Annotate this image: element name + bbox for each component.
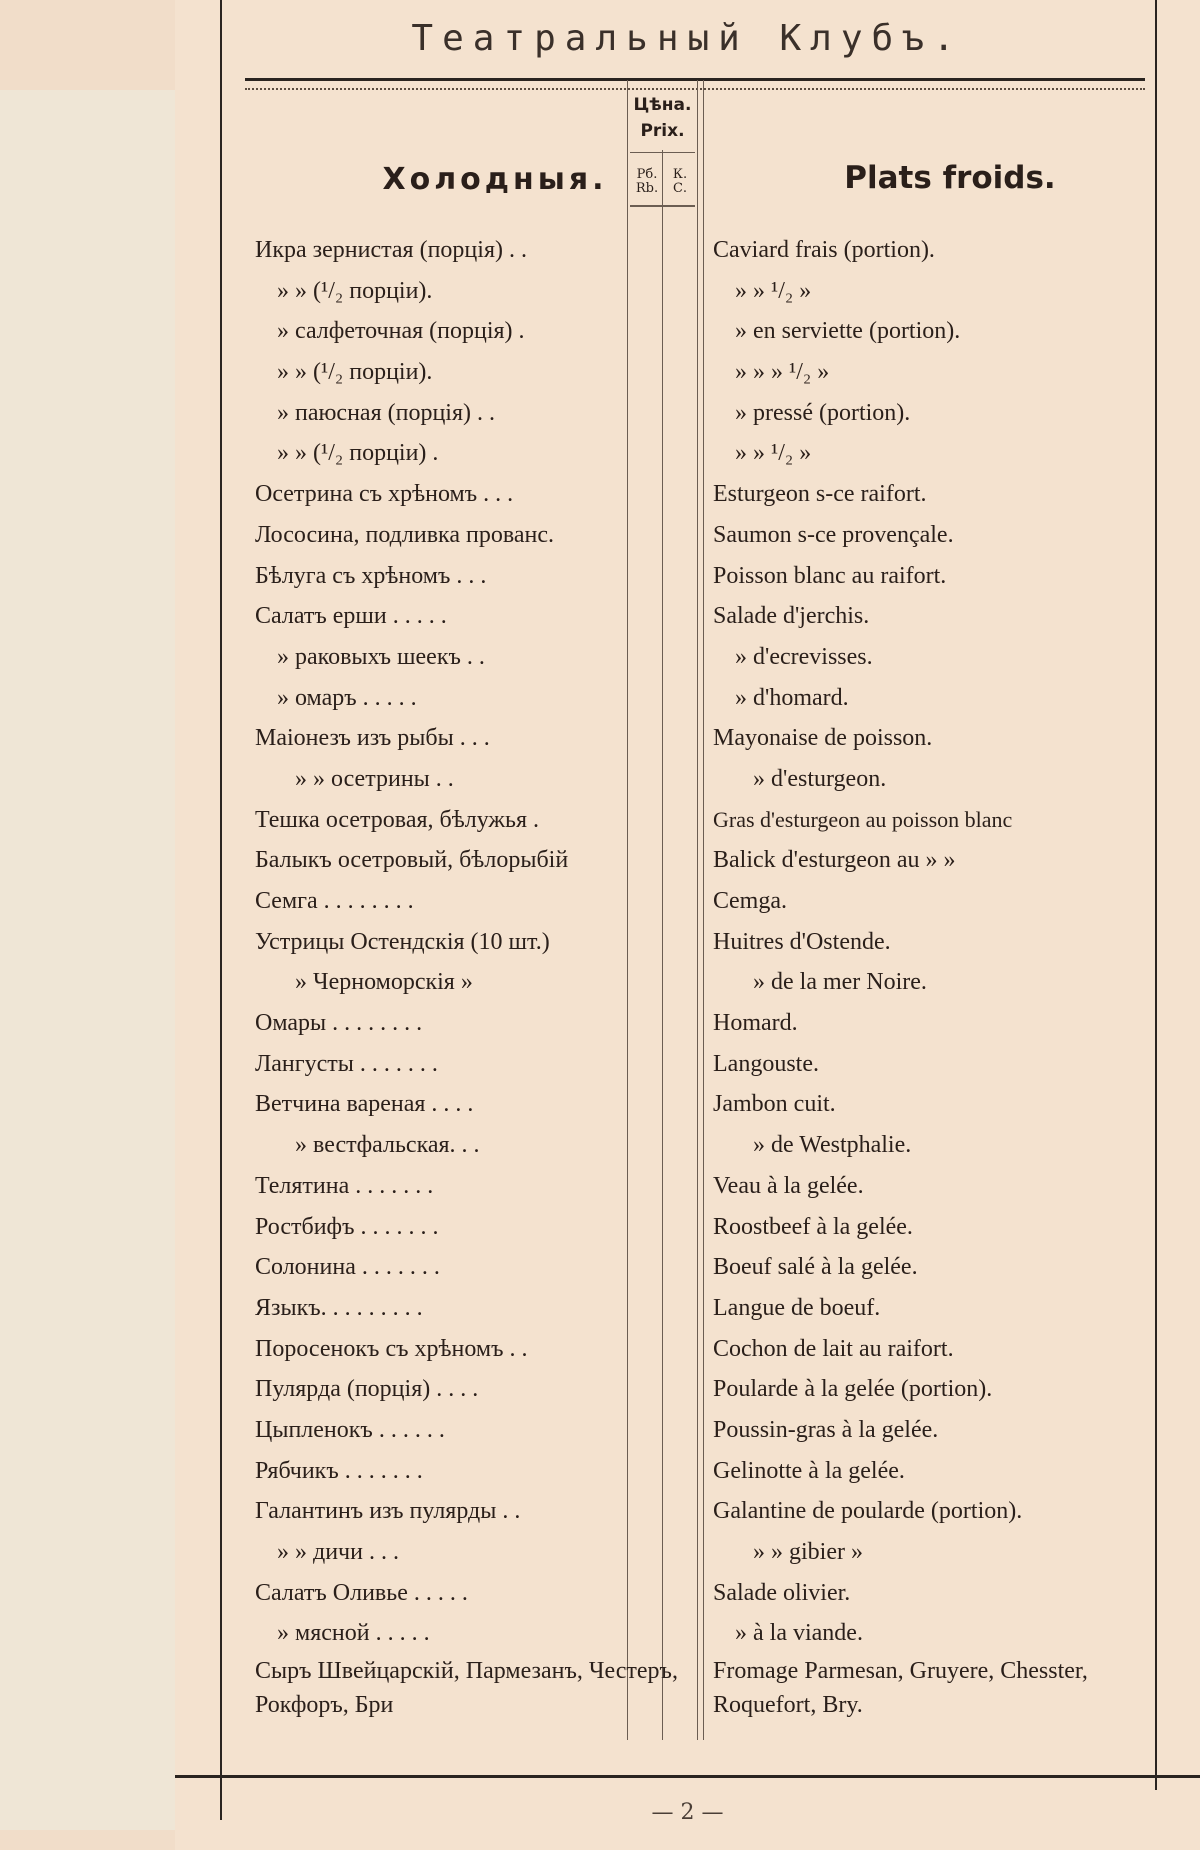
menu-item-fr: Huitres d'Ostende. [713, 928, 891, 955]
menu-item-ru: » раковыхъ шеекъ . . [277, 643, 485, 670]
menu-item-fr: » pressé (portion). [735, 399, 911, 426]
menu-item-fr: Langouste. [713, 1050, 819, 1077]
menu-item-ru: Тешка осетровая, бѣлужья . [255, 806, 539, 833]
menu-item-fr: » d'ecrevisses. [735, 643, 873, 670]
menu-item-ru: Бѣлуга съ хрѣномъ . . . [255, 562, 487, 589]
menu-item-ru: » » (¹/₂ порціи). [277, 359, 433, 386]
menu-item-ru: Языкъ. . . . . . . . . [255, 1294, 423, 1321]
menu-item-ru: » » дичи . . . [277, 1539, 399, 1565]
menu-item-fr: Boeuf salé à la gelée. [713, 1254, 918, 1281]
menu-item-fr: Salade d'jerchis. [713, 603, 870, 630]
menu-item-fr: Galantine de poularde (portion). [713, 1498, 1023, 1525]
menu-item-fr: » en serviette (portion). [735, 318, 961, 345]
menu-item-ru: Балыкъ осетровый, бѣлорыбій [255, 847, 569, 874]
russian-column-heading: Холодныя. [382, 162, 608, 197]
price-heading [630, 92, 695, 144]
menu-item-ru: » » (¹/₂ порціи) . [277, 440, 439, 467]
menu-item-fr: Poussin-gras à la gelée. [713, 1416, 939, 1443]
menu-item-ru: Сыръ Швейцарскій, Пармезанъ, Честеръ, Рокфоръ, Бри [255, 1658, 678, 1719]
menu-item-ru: Лангусты . . . . . . . [255, 1050, 438, 1077]
frame-left-border [220, 0, 222, 1820]
menu-item-ru: Рябчикъ . . . . . . . [255, 1457, 423, 1484]
menu-item-fr: Caviard frais (portion). [713, 237, 935, 263]
adjacent-page-strip [0, 90, 175, 1830]
menu-item-ru: » салфеточная (порція) . [277, 318, 525, 345]
menu-item-ru: » омаръ . . . . . [277, 684, 417, 711]
menu-item-ru: Салатъ Оливье . . . . . [255, 1579, 468, 1606]
frame-right-border [1155, 0, 1157, 1790]
menu-item-ru: » » (¹/₂ порціи). [277, 277, 433, 304]
menu-item-fr: Poisson blanc au raifort. [713, 562, 947, 589]
menu-item-ru: Семга . . . . . . . . [255, 888, 414, 914]
price-heading-ru: Цѣна. [633, 95, 692, 115]
menu-item-fr: Langue de boeuf. [713, 1294, 881, 1321]
menu-item-ru: » паюсная (порція) . . [277, 399, 495, 426]
menu-item-fr: Mayonaise de poisson. [713, 725, 933, 752]
menu-item-fr: » » ¹/₂ » [735, 440, 812, 467]
menu-item-fr: Jambon cuit. [713, 1091, 836, 1118]
menu-item-fr: » de Westphalie. [753, 1132, 912, 1159]
menu-item-ru: Ростбифъ . . . . . . . [255, 1213, 439, 1240]
menu-item-fr: Saumon s-ce provençale. [713, 521, 954, 548]
price-heading-divider [630, 152, 695, 153]
top-ornament-rule [245, 88, 1145, 91]
russian-menu-list [255, 230, 705, 1724]
menu-item-ru: Галантинъ изъ пулярды . . [255, 1498, 521, 1525]
menu-item-fr: Fromage Parmesan, Gruyere, Chesster, Roquefort, Bry. [713, 1658, 1088, 1719]
menu-page [175, 0, 1200, 1850]
menu-item-fr: Gras d'esturgeon au poisson blanc [713, 806, 1013, 832]
menu-item-ru: Пулярда (порція) . . . . [255, 1376, 479, 1403]
menu-item-ru: Ветчина вареная . . . . [255, 1091, 474, 1118]
menu-item-fr: Cemga. [713, 888, 787, 914]
menu-item-fr: Salade olivier. [713, 1579, 851, 1606]
menu-item-fr: Gelinotte à la gelée. [713, 1457, 905, 1484]
price-heading-fr: Prix. [640, 121, 685, 141]
menu-item-ru: Лососина, подливка прованс. [255, 521, 554, 548]
menu-item-fr: » » ¹/₂ » [735, 277, 812, 304]
menu-item-ru: Салатъ ерши . . . . . [255, 603, 447, 630]
french-menu-list [713, 230, 1153, 1724]
french-column-heading: Plats froids. [844, 160, 1056, 196]
menu-item-ru: Омары . . . . . . . . [255, 1010, 423, 1037]
menu-item-fr: Poularde à la gelée (portion). [713, 1376, 993, 1403]
menu-item-fr: Roostbeef à la gelée. [713, 1213, 913, 1240]
menu-item-ru: Солонина . . . . . . . [255, 1254, 440, 1281]
menu-item-ru: Устрицы Остендскія (10 шт.) [255, 928, 550, 955]
price-subheading-divider [630, 205, 695, 207]
menu-item-fr: Cochon de lait au raifort. [713, 1335, 954, 1362]
menu-item-fr: » » gibier » [753, 1539, 863, 1565]
menu-item-ru: Маіонезъ изъ рыбы . . . [255, 725, 490, 752]
menu-item-ru: » Черноморскія » [295, 969, 473, 996]
menu-item-ru: » мясной . . . . . [277, 1620, 430, 1647]
menu-item-fr: » d'esturgeon. [753, 765, 887, 792]
page-title: Театральный Клубъ. [411, 18, 964, 59]
top-rule [245, 78, 1145, 81]
menu-item-ru: Поросенокъ съ хрѣномъ . . [255, 1335, 528, 1362]
menu-item-ru: » » осетрины . . [295, 765, 454, 792]
menu-item-fr: Balick d'esturgeon au » » [713, 847, 956, 874]
bottom-rule [175, 1775, 1200, 1778]
menu-item-fr: » d'homard. [735, 684, 849, 711]
menu-item-ru: Цыпленокъ . . . . . . [255, 1416, 445, 1443]
menu-item-ru: Икра зернистая (порція) . . [255, 237, 527, 263]
page-number: — 2 — [651, 1800, 724, 1825]
rub-label: Рб. Rb. [635, 167, 659, 196]
menu-item-ru: Осетрина съ хрѣномъ . . . [255, 481, 514, 508]
menu-item-fr: Homard. [713, 1010, 798, 1037]
menu-item-fr: Veau à la gelée. [713, 1172, 864, 1199]
kop-label: К. С. [672, 167, 688, 196]
menu-item-fr: Esturgeon s-ce raifort. [713, 481, 927, 508]
menu-item-fr: » de la mer Noire. [753, 969, 927, 996]
menu-item-ru: Телятина . . . . . . . [255, 1172, 434, 1199]
menu-item-fr: » à la viande. [735, 1620, 863, 1647]
menu-item-ru: » вестфальская. . . [295, 1132, 480, 1159]
menu-item-fr: » » » ¹/₂ » [735, 359, 830, 386]
